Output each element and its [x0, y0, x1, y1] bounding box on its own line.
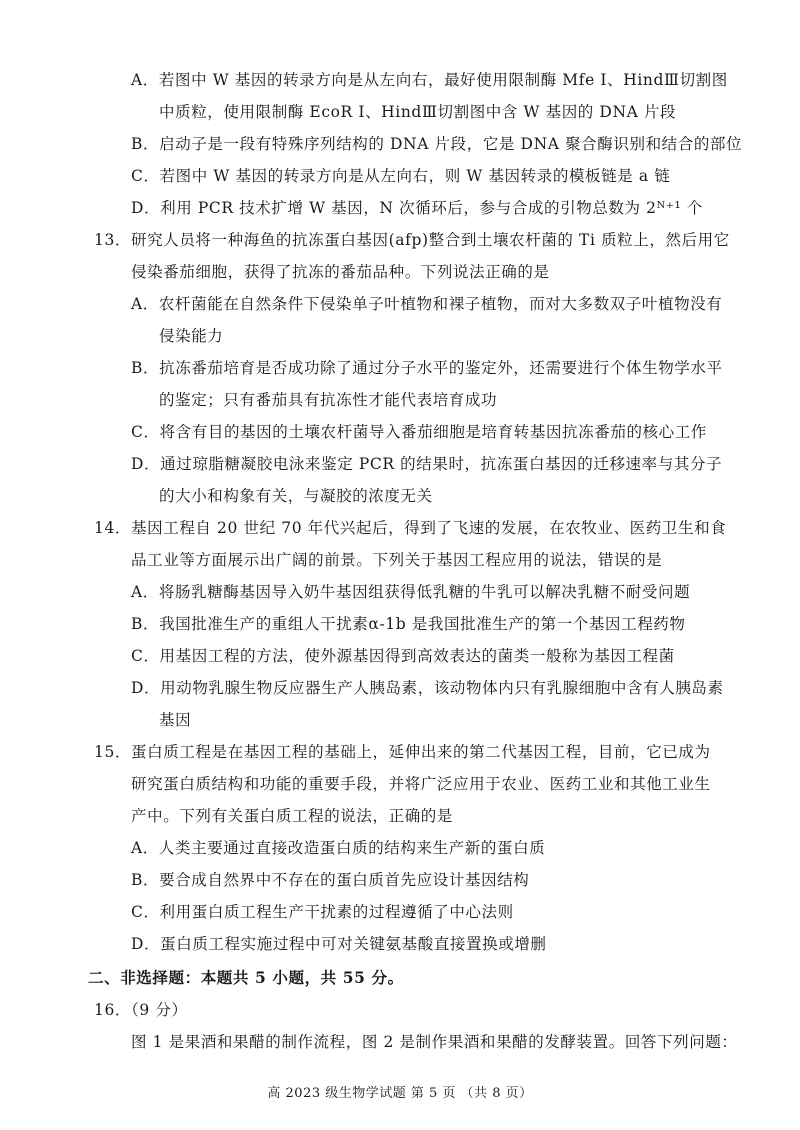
q14-option-c: C．用基因工程的方法，使外源基因得到高效表达的菌类一般称为基因工程菌 [131, 647, 675, 665]
q15-option-d: D．蛋白质工程实施过程中可对关键氨基酸直接置换或增删 [131, 935, 547, 953]
q13-option-d-line2: 的大小和构象有关，与凝胶的浓度无关 [159, 487, 433, 505]
q13-option-c: C．将含有目的基因的土壤农杆菌导入番茄细胞是培育转基因抗冻番茄的核心工作 [131, 423, 707, 441]
q14-stem-line2: 品工业等方面展示出广阔的前景。下列关于基因工程应用的说法，错误的是 [131, 551, 663, 569]
q13-option-a-line1: A．农杆菌能在自然条件下侵染单子叶植物和裸子植物，而对大多数双子叶植物没有 [131, 295, 723, 313]
q14-stem-line1: 14．基因工程自 20 世纪 70 年代兴起后，得到了飞速的发展，在农牧业、医药卫生和食 [94, 519, 727, 537]
q14-option-d-line2: 基因 [159, 711, 192, 729]
q13-stem-line1: 13．研究人员将一种海鱼的抗冻蛋白基因(afp)整合到土壤农杆菌的 Ti 质粒上，然后用它 [94, 231, 730, 249]
q16-heading: 16．（9 分） [94, 1001, 188, 1019]
q14-option-b: B．我国批准生产的重组人干扰素α-1b 是我国批准生产的第一个基因工程药物 [131, 615, 686, 633]
q15-stem-line3: 产中。下列有关蛋白质工程的说法，正确的是 [131, 807, 454, 825]
q15-option-c: C．利用蛋白质工程生产干扰素的过程遵循了中心法则 [131, 903, 514, 921]
q15-stem-line1: 15．蛋白质工程是在基因工程的基础上，延伸出来的第二代基因工程，目前，它已成为 [94, 743, 711, 761]
q15-stem-line2: 研究蛋白质结构和功能的重要手段，并将广泛应用于农业、医药工业和其他工业生 [131, 775, 711, 793]
q14-option-d-line1: D．用动物乳腺生物反应器生产人胰岛素，该动物体内只有乳腺细胞中含有人胰岛素 [131, 679, 724, 697]
q13-stem-line2: 侵染番茄细胞，获得了抗冻的番茄品种。下列说法正确的是 [131, 263, 550, 281]
q12-option-b: B．启动子是一段有特殊序列结构的 DNA 片段，它是 DNA 聚合酶识别和结合的部位 [131, 135, 743, 153]
q12-option-a-line2: 中质粒，使用限制酶 EcoR Ⅰ、HindⅢ切割图中含 W 基因的 DNA 片段 [159, 103, 677, 121]
q12-option-a-line1: A．若图中 W 基因的转录方向是从左向右，最好使用限制酶 Mfe Ⅰ、HindⅢ切割图 [131, 71, 728, 89]
q15-option-b: B．要合成自然界中不存在的蛋白质首先应设计基因结构 [131, 871, 530, 889]
q13-option-b-line1: B．抗冻番茄培育是否成功除了通过分子水平的鉴定外，还需要进行个体生物学水平 [131, 359, 723, 377]
q13-option-a-line2: 侵染能力 [159, 327, 224, 345]
q12-option-d: D．利用 PCR 技术扩增 W 基因，N 次循环后，参与合成的引物总数为 2ᴺ⁺¹ 个 [131, 199, 703, 217]
section-heading: 二、非选择题：本题共 5 小题，共 55 分。 [88, 968, 404, 987]
q14-option-a: A．将肠乳糖酶基因导入奶牛基因组获得低乳糖的牛乳可以解决乳糖不耐受问题 [131, 583, 691, 601]
q16-intro: 图 1 是果酒和果醋的制作流程，图 2 是制作果酒和果醋的发酵装置。回答下列问题： [131, 1033, 738, 1051]
q13-option-d-line1: D．通过琼脂糖凝胶电泳来鉴定 PCR 的结果时，抗冻蛋白基因的迁移速率与其分子 [131, 455, 723, 473]
q13-option-b-line2: 的鉴定；只有番茄具有抗冻性才能代表培育成功 [159, 391, 498, 409]
q15-option-a: A．人类主要通过直接改造蛋白质的结构来生产新的蛋白质 [131, 839, 546, 857]
q12-option-c: C．若图中 W 基因的转录方向是从左向右，则 W 基因转录的模板链是 a 链 [131, 167, 671, 185]
page-footer: 高 2023 级生物学试题 第 5 页 （共 8 页） [267, 1086, 533, 1101]
